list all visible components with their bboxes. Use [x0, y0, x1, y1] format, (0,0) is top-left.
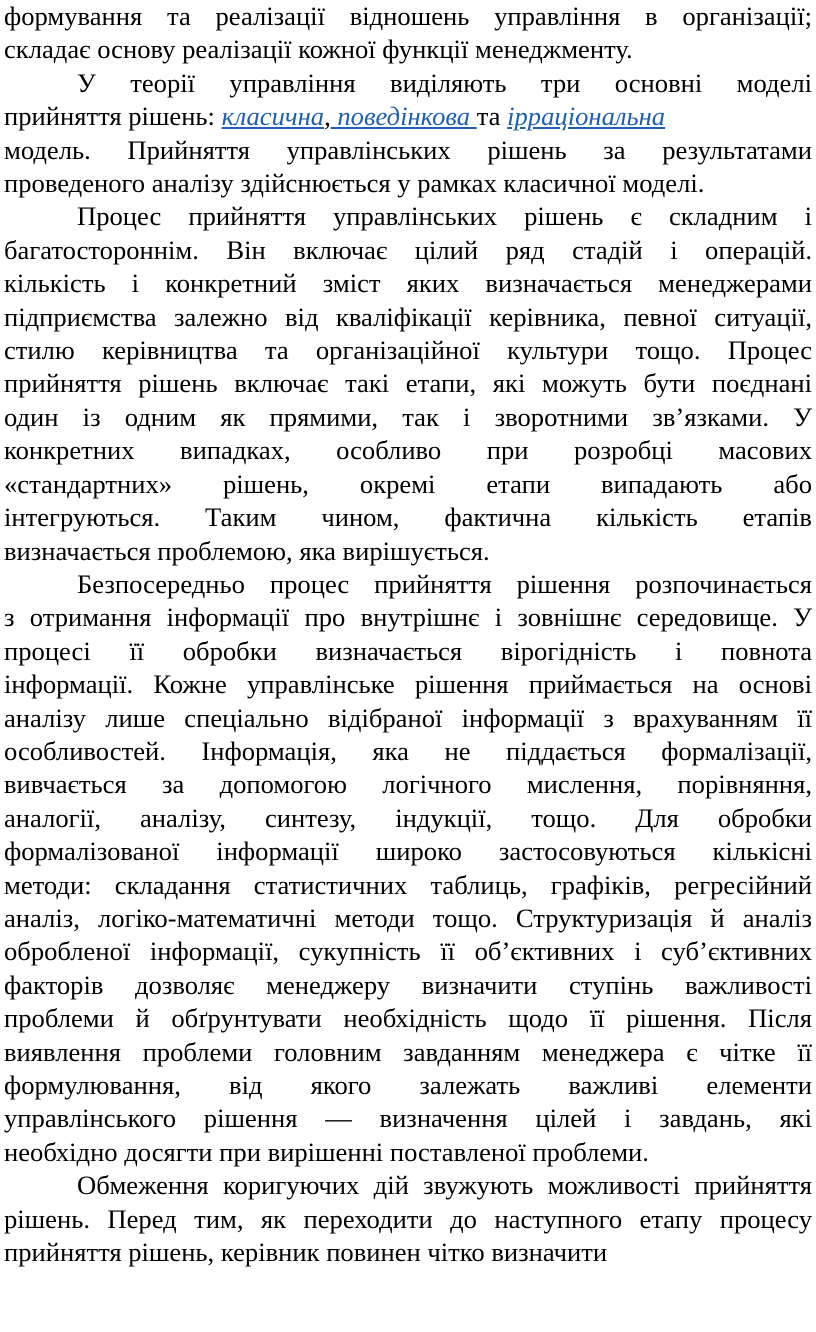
text-line: Обмеження коригуючих дій звужують можливості прийняття [77, 1170, 812, 1201]
text-line: з отримання інформації про внутрішнє і зовнішнє середовище. У [4, 602, 812, 633]
paragraph-5 [4, 1169, 812, 1269]
text-line: особливостей. Інформація, яка не піддається формалізації, [4, 735, 812, 766]
text-line: формалізованої інформації широко застосовуються кількісні [4, 836, 812, 867]
text-line: аналіз, логіко-математичні методи тощо. Структуризація й аналіз [4, 902, 812, 933]
text-line: вивчається за допомогою логічного мислення, порівняння, [4, 769, 812, 800]
text-line: виявлення проблеми головним завданням менеджера є чітке її [4, 1036, 812, 1067]
text-line: складає основу реалізації кожної функції менеджменту. [4, 34, 633, 65]
text-fragment: прийняття рішень: [4, 101, 222, 132]
text-line: кількість і конкретний зміст яких визначається менеджерами [4, 268, 812, 299]
text-line-with-links [4, 100, 812, 133]
text-line: підприємства залежно від кваліфікації керівника, певної ситуації, [4, 301, 812, 332]
paragraph-3 [4, 200, 812, 567]
link-behavioral-model[interactable]: поведінкова [330, 101, 477, 132]
text-line: модель. Прийняття управлінських рішень за результатами [4, 134, 812, 165]
text-line: один із одним як прямими, так і зворотними зв’язками. У [4, 401, 812, 432]
text-fragment: та [476, 101, 508, 132]
text-line: стилю керівництва та організаційної культури тощо. Процес [4, 335, 812, 366]
link-classic-model[interactable]: класична [221, 101, 325, 132]
text-line: аналізу лише спеціально відібраної інформації з врахуванням її [4, 702, 812, 733]
text-line: процесі її обробки визначається вірогідність і повнота [4, 635, 812, 666]
text-line: «стандартних» рішень, окремі етапи випадають або [4, 468, 812, 499]
text-line: аналогії, аналізу, синтезу, індукції, тощо. Для обробки [4, 802, 812, 833]
text-line: проблеми й обґрунтувати необхідність щодо її рішення. Після [4, 1003, 812, 1034]
text-line: формулювання, від якого залежать важливі елементи [4, 1070, 812, 1100]
text-line: методи: складання статистичних таблиць, графіків, регресійний [4, 869, 812, 900]
text-fragment: , [324, 101, 331, 132]
paragraph-1 [4, 0, 812, 67]
document-page [4, 0, 812, 1269]
text-line: Безпосередньо процес прийняття рішення розпочинається [77, 568, 812, 599]
text-line: Процес прийняття управлінських рішень є складним і [77, 201, 812, 232]
link-irrational-model[interactable]: ірраціональна [507, 101, 666, 132]
text-line: факторів дозволяє менеджеру визначити ступінь важливості [4, 969, 812, 1000]
text-line: прийняття рішень, керівник повинен чітко визначити [4, 1237, 608, 1268]
text-line: визначається проблемою, яка вирішується. [4, 535, 490, 566]
text-line: інтегруються. Таким чином, фактична кількість етапів [4, 502, 812, 533]
text-line: інформації. Кожне управлінське рішення приймається на основі [4, 669, 812, 700]
text-line: управлінського рішення — визначення цілей і завдань, які [4, 1103, 812, 1134]
text-line: формування та реалізації відношень управління в організації; [4, 1, 812, 31]
text-line: багатостороннім. Він включає цілий ряд стадій і операцій. [4, 234, 812, 265]
paragraph-4 [4, 568, 812, 1169]
text-line: рішень. Перед тим, як переходити до наступного етапу процесу [4, 1203, 812, 1234]
text-line: проведеного аналізу здійснюється у рамках класичної моделі. [4, 168, 705, 199]
text-line: прийняття рішень включає такі етапи, які можуть бути поєднані [4, 368, 812, 399]
text-line: У теорії управління виділяють три основні моделі [77, 67, 812, 98]
text-line: конкретних випадках, особливо при розробці масових [4, 435, 812, 466]
paragraph-2 [4, 67, 812, 201]
text-line: необхідно досягти при вирішенні поставленої проблеми. [4, 1136, 649, 1167]
text-line: обробленої інформації, сукупність її об’єктивних і суб’єктивних [4, 936, 812, 967]
